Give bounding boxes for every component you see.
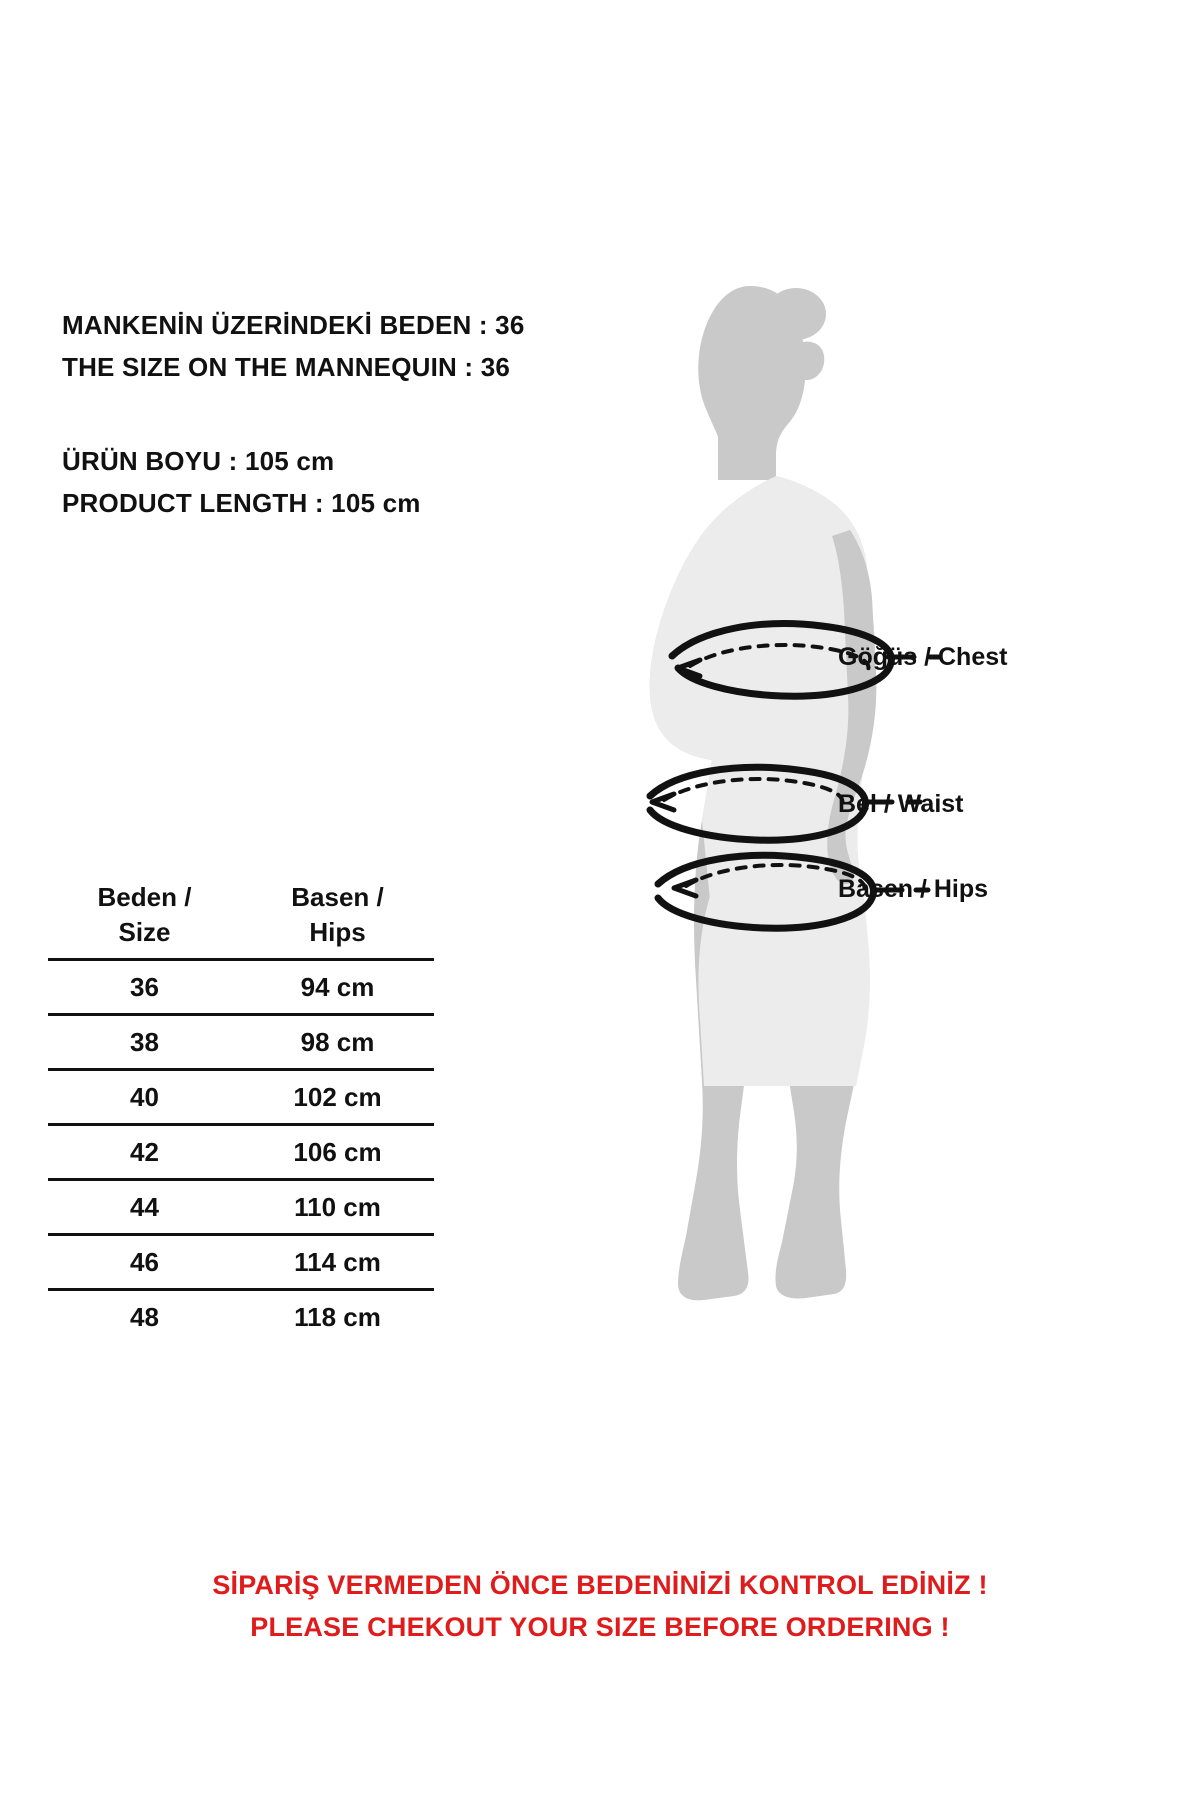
cell-hips: 102 cm xyxy=(241,1070,434,1125)
footer-line-en: PLEASE CHEKOUT YOUR SIZE BEFORE ORDERING ! xyxy=(250,1611,950,1642)
cell-hips: 106 cm xyxy=(241,1125,434,1180)
table-row xyxy=(48,1290,434,1344)
size-table-head xyxy=(48,880,434,960)
table-header-row xyxy=(48,880,434,960)
cell-hips: 110 cm xyxy=(241,1180,434,1235)
table-row xyxy=(48,1070,434,1125)
size-table xyxy=(48,880,434,1343)
cell-size: 38 xyxy=(48,1015,241,1070)
info-line-size-tr: MANKENİN ÜZERİNDEKİ BEDEN : 36 xyxy=(62,310,525,340)
table-row xyxy=(48,1125,434,1180)
table-row xyxy=(48,1235,434,1290)
cell-size: 44 xyxy=(48,1180,241,1235)
table-header-hips xyxy=(241,880,434,960)
table-row xyxy=(48,1015,434,1070)
table-header-size-line2: Size xyxy=(118,917,171,948)
table-header-size xyxy=(48,880,241,960)
cell-size: 42 xyxy=(48,1125,241,1180)
cell-hips: 114 cm xyxy=(241,1235,434,1290)
cell-hips: 118 cm xyxy=(241,1290,434,1344)
info-line-length-en: PRODUCT LENGTH : 105 cm xyxy=(62,488,421,518)
label-chest: Göğüs / Chest xyxy=(838,643,1008,671)
cell-size: 48 xyxy=(48,1290,241,1344)
label-hips: Basen / Hips xyxy=(838,875,989,903)
face-profile xyxy=(600,280,706,1340)
footer-warning xyxy=(0,1565,1200,1649)
table-header-size-line1: Beden / xyxy=(97,882,192,912)
cell-size: 36 xyxy=(48,960,241,1015)
table-row xyxy=(48,960,434,1015)
mannequin-info-block xyxy=(62,312,622,532)
footer-line-tr: SİPARİŞ VERMEDEN ÖNCE BEDENİNİZİ KONTROL EDİNİZ ! xyxy=(212,1570,988,1600)
info-spacer xyxy=(62,396,622,448)
info-line-length-tr: ÜRÜN BOYU : 105 cm xyxy=(62,446,335,476)
hair-bun xyxy=(766,288,826,340)
cell-size: 46 xyxy=(48,1235,241,1290)
cell-hips: 98 cm xyxy=(241,1015,434,1070)
table-row xyxy=(48,1180,434,1235)
info-line-size-en: THE SIZE ON THE MANNEQUIN : 36 xyxy=(62,352,511,382)
cell-hips: 94 cm xyxy=(241,960,434,1015)
label-waist: Bel / Waist xyxy=(838,790,964,818)
table-header-hips-line2: Hips xyxy=(309,917,366,948)
table-header-hips-line1: Basen / xyxy=(291,882,384,912)
cell-size: 40 xyxy=(48,1070,241,1125)
size-table-body xyxy=(48,960,434,1344)
